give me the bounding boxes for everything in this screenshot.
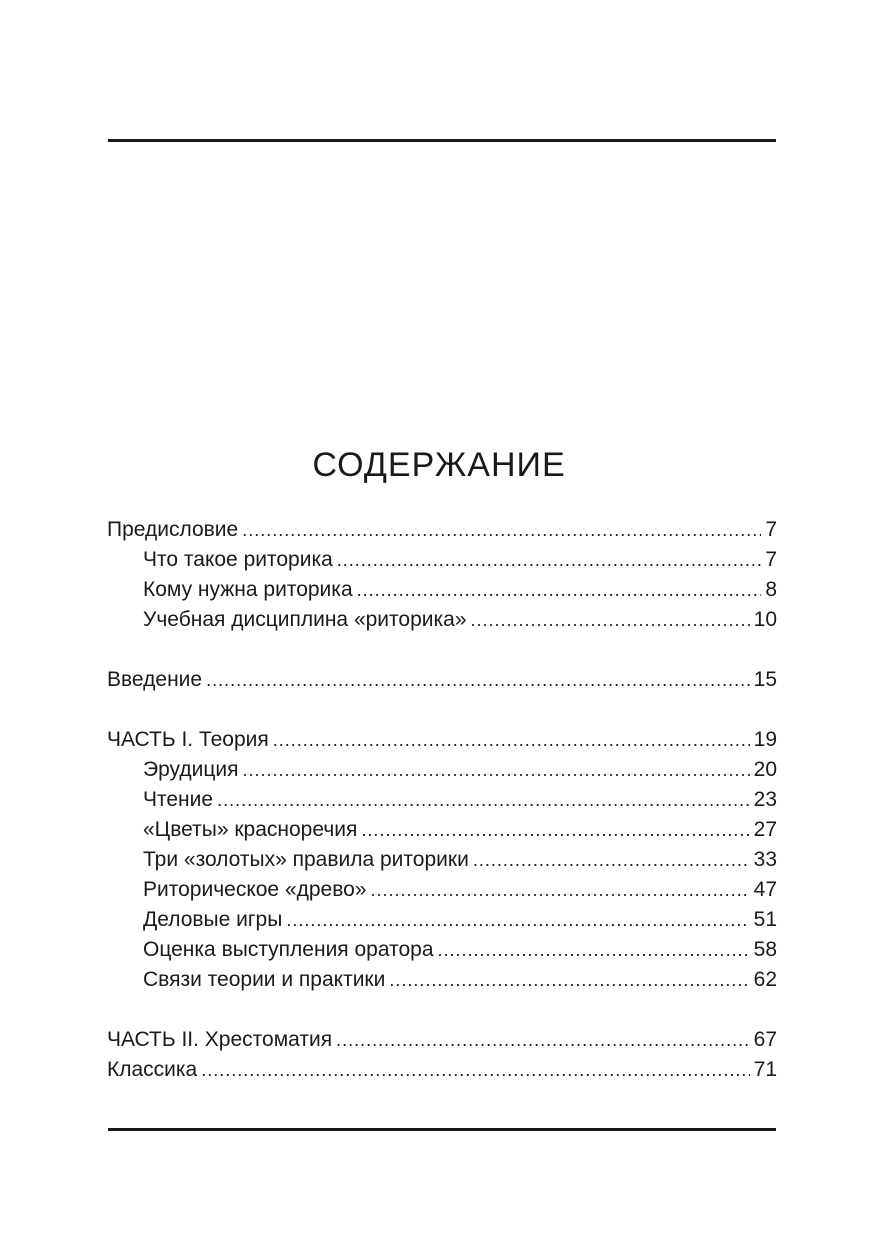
- toc-entry[interactable]: [107, 1025, 777, 1055]
- dot-leader: [273, 725, 750, 755]
- dot-leader: [242, 515, 761, 545]
- toc-entry-page: 23: [753, 788, 777, 811]
- toc-entry-page: 33: [753, 848, 777, 871]
- toc-entry[interactable]: [107, 1055, 777, 1085]
- page-title: СОДЕРЖАНИЕ: [312, 446, 566, 484]
- dot-leader: [336, 1025, 750, 1055]
- toc-entry-title: Учебная дисциплина «риторика»: [143, 608, 467, 631]
- dot-leader: [471, 605, 750, 635]
- toc-entry-page: 7: [765, 548, 777, 571]
- toc-entry[interactable]: [107, 905, 777, 935]
- toc-entry-page: 19: [753, 728, 777, 751]
- toc-entry[interactable]: [107, 965, 777, 995]
- toc-entry-title: Риторическое «древо»: [143, 878, 367, 901]
- toc-entry[interactable]: [107, 875, 777, 905]
- toc-entry-title: Эрудиция: [143, 758, 239, 781]
- toc-entry[interactable]: [107, 575, 777, 605]
- dot-leader: [217, 785, 750, 815]
- dot-leader: [206, 665, 750, 695]
- dot-leader: [473, 845, 750, 875]
- toc-entry-page: 62: [753, 968, 777, 991]
- toc-entry-page: 71: [753, 1058, 777, 1081]
- dot-leader: [286, 905, 749, 935]
- toc-entry-page: 15: [753, 668, 777, 691]
- toc-entry[interactable]: [107, 755, 777, 785]
- toc-entry[interactable]: [107, 845, 777, 875]
- toc-entry-page: 58: [753, 938, 777, 961]
- toc-entry-title: Предисловие: [107, 518, 239, 541]
- top-rule: [108, 139, 776, 142]
- toc-entry-page: 8: [765, 578, 777, 601]
- toc-entry-title: Классика: [107, 1058, 198, 1081]
- toc-entry-title: Три «золотых» правила риторики: [143, 848, 469, 871]
- toc-entry-title: «Цветы» красноречия: [143, 818, 358, 841]
- toc-entry-title: Чтение: [143, 788, 214, 811]
- toc-entry-title: Что такое риторика: [143, 548, 333, 571]
- dot-leader: [389, 965, 749, 995]
- toc-entry-page: 7: [765, 518, 777, 541]
- dot-leader: [371, 875, 750, 905]
- toc-entry-page: 47: [753, 878, 777, 901]
- dot-leader: [438, 935, 750, 965]
- bottom-rule: [108, 1128, 776, 1131]
- dot-leader: [201, 1055, 749, 1085]
- toc-entry-page: 20: [753, 758, 777, 781]
- toc-entry-title: Оценка выступления оратора: [143, 938, 434, 961]
- dot-leader: [242, 755, 749, 785]
- toc-entry[interactable]: [107, 545, 777, 575]
- toc-entry-page: 10: [753, 608, 777, 631]
- toc-entry-page: 27: [753, 818, 777, 841]
- toc-entry-title: Связи теории и практики: [143, 968, 386, 991]
- toc-entry-title: Кому нужна риторика: [143, 578, 353, 601]
- toc-entry-page: 67: [753, 1028, 777, 1051]
- toc-entry-title: ЧАСТЬ II. Хрестоматия: [107, 1028, 333, 1051]
- toc-entry-title: ЧАСТЬ I. Теория: [107, 728, 269, 751]
- dot-leader: [357, 575, 762, 605]
- toc-entry-title: Деловые игры: [143, 908, 283, 931]
- toc-entry[interactable]: [107, 935, 777, 965]
- toc-entry[interactable]: [107, 665, 777, 695]
- table-of-contents: [107, 515, 777, 1085]
- toc-entry[interactable]: [107, 815, 777, 845]
- toc-entry[interactable]: [107, 725, 777, 755]
- dot-leader: [361, 815, 749, 845]
- toc-entry-title: Введение: [107, 668, 203, 691]
- toc-entry-page: 51: [753, 908, 777, 931]
- dot-leader: [337, 545, 762, 575]
- toc-entry[interactable]: [107, 515, 777, 545]
- toc-entry[interactable]: [107, 605, 777, 635]
- toc-entry[interactable]: [107, 785, 777, 815]
